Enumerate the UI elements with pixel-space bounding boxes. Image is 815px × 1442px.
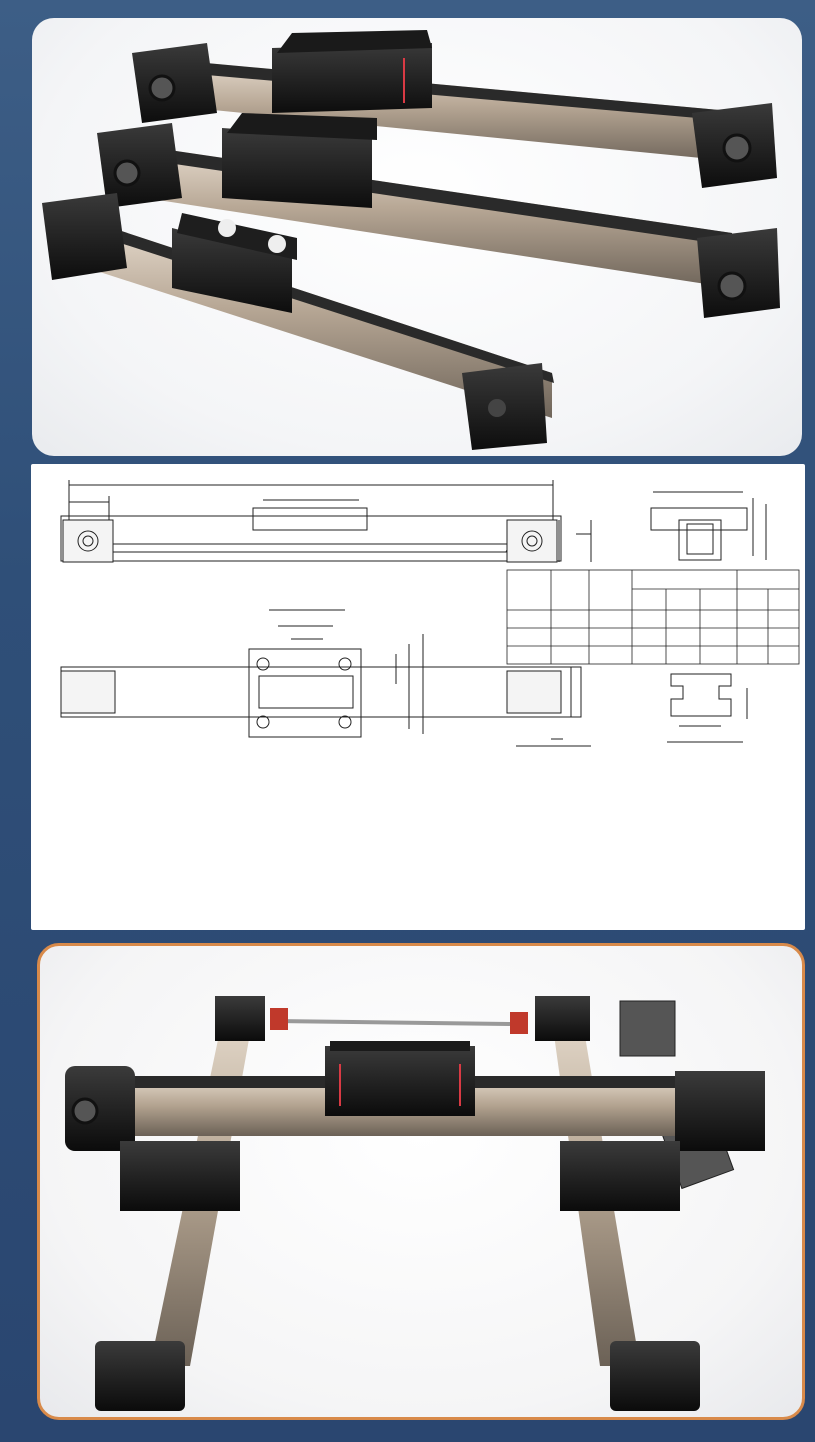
top-view xyxy=(61,610,591,746)
profile-section xyxy=(667,674,747,742)
end-view xyxy=(651,492,766,560)
side-view xyxy=(61,480,591,562)
technical-drawing xyxy=(31,464,805,930)
load-table xyxy=(507,570,799,664)
xy-gantry-illustration xyxy=(40,946,802,1417)
drawing-svg xyxy=(31,464,805,930)
product-photo-bottom xyxy=(37,943,805,1420)
product-photo-top xyxy=(32,18,802,456)
linear-modules-illustration xyxy=(32,18,802,456)
